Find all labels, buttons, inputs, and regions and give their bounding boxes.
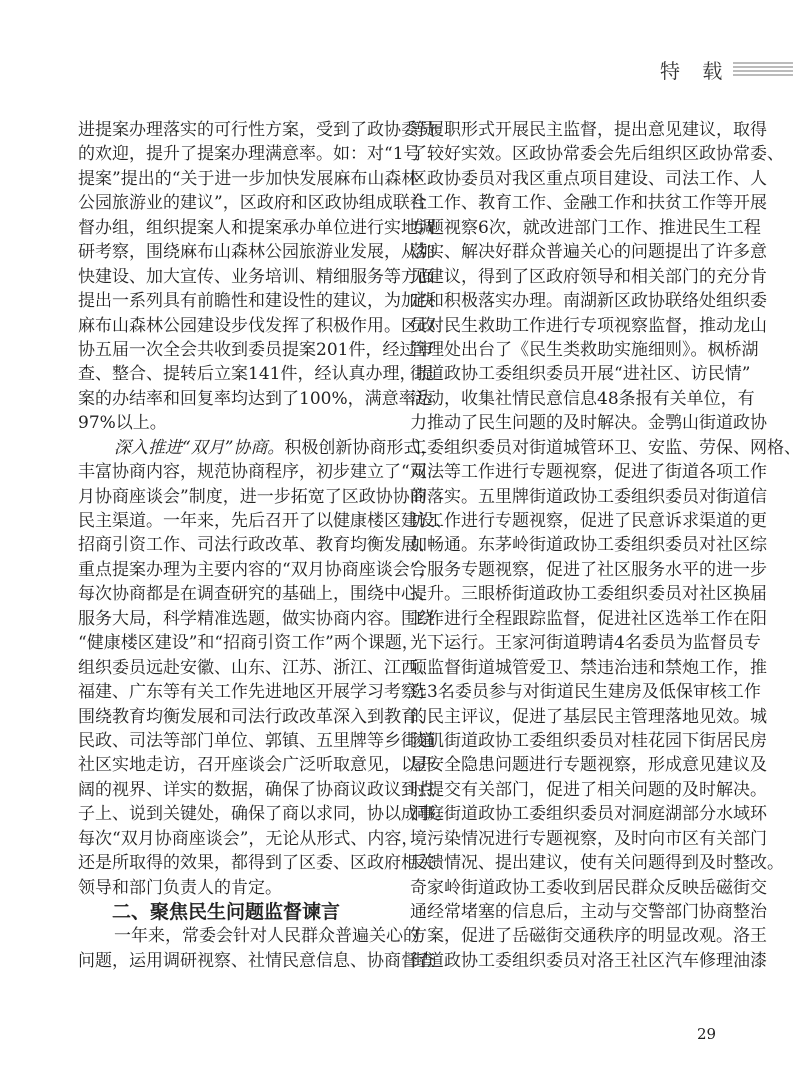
text-line: 员对民生救助工作进行专项视察监督，推动龙山	[410, 315, 767, 336]
text-line: 招商引资工作、司法行政改革、教育均衡发展、	[78, 535, 435, 556]
text-line: 组织委员远赴安徽、山东、江苏、浙江、江西、	[78, 657, 435, 678]
text-line: 子上、说到关键处，确保了商以求同，协以成事。	[78, 804, 452, 825]
text-line: 街道政协工委组织委员开展“进社区、访民情”	[410, 364, 751, 385]
text-line: 积极创新协商形式，	[284, 437, 438, 458]
text-line: 民政、司法等部门单位、郭镇、五里牌等乡街道	[78, 730, 435, 751]
text-line: 加畅通。东茅岭街道政协工委组织委员对社区综	[410, 535, 767, 556]
text-line: 督办组，组织提案人和提案承办单位进行实地调	[78, 217, 435, 238]
text-line: 方案，促进了岳磁街交通秩序的明显改观。洛王	[410, 926, 767, 947]
text-line: 的民主评议，促进了基层民主管理落地见效。城	[410, 706, 767, 727]
text-line: 反馈情况、提出建议，使有关问题得到及时整改。	[410, 853, 784, 874]
right-column	[410, 118, 801, 973]
text-line: 工委组织委员对街道城管环卫、安监、劳保、网格、	[410, 437, 801, 458]
text-line: 提出一系列具有前瞻性和建设性的建议，为加快	[78, 291, 435, 312]
text-line: 访工作进行专题视察，促进了民意诉求渠道的更	[410, 511, 767, 531]
text-line: 时提交有关部门，促进了相关问题的及时解决。	[410, 779, 767, 800]
text-line: 福建、广东等有关工作先进地区开展学习考察；	[78, 682, 435, 703]
text-line: 街道政协工委组织委员对洛王社区汽车修理油漆	[410, 950, 767, 971]
text-line: 案的办结率和回复率均达到了100%，满意率达	[78, 388, 433, 409]
text-line: 落实、解决好群众普遍关心的问题提出了许多意	[410, 242, 767, 263]
text-line: 境污染情况进行专题视察，及时向市区有关部门	[410, 828, 767, 849]
text-line: 领导和部门负责人的肯定。	[78, 877, 282, 898]
text-line: 的落实。五里牌街道政协工委组织委员对街道信	[410, 486, 767, 507]
text-line: 提升。三眼桥街道政协工委组织委员对社区换届	[410, 584, 767, 605]
text-line: 洞庭街道政协工委组织委员对洞庭湖部分水域环	[410, 804, 767, 825]
text-line: 快建设、加大宣传、业务培训、精细服务等方面	[78, 266, 435, 287]
text-line: 公园旅游业的建议”，区政府和区政协组成联合	[78, 193, 427, 214]
text-line: 工作进行全程跟踪监督，促进社区选举工作在阳	[410, 608, 767, 629]
text-line: 合服务专题视察，促进了社区服务水平的进一步	[410, 559, 767, 580]
section-header: 特 载	[660, 59, 731, 83]
text-line: 力推动了民生问题的及时解决。金鹗山街道政协	[410, 413, 767, 434]
text-line: 每次协商都是在调查研究的基础上，围绕中心、	[78, 584, 435, 605]
text-line: 社区实地走访，召开座谈会广泛听取意见，以开	[78, 755, 435, 776]
text-line: “健康楼区建设”和“招商引资工作”两个课题，	[78, 633, 419, 654]
paragraph-lead-line	[78, 436, 438, 460]
text-line: 选3名委员参与对街道民生建房及低保审核工作	[410, 682, 761, 703]
text-line: 研考察，围绕麻布山森林公园旅游业发展，从加	[78, 242, 435, 263]
text-line: 区政协委员对我区重点项目建设、司法工作、人	[410, 168, 767, 189]
text-line: 97%以上。	[78, 413, 167, 434]
text-line: 阔的视界、详实的数据，确保了协商议政议到点	[78, 779, 435, 800]
page-number: 29	[697, 1025, 717, 1043]
text-line: 月协商座谈会”制度，进一步拓宽了区政协协商	[78, 486, 427, 507]
text-line: 见建议，得到了区政府领导和相关部门的充分肯	[410, 266, 767, 287]
header-decoration-lines	[733, 62, 793, 78]
text-line: 进提案办理落实的可行性方案，受到了政协委员	[78, 120, 435, 140]
text-line: 陵矶街道政协工委组织委员对桂花园下街居民房	[410, 730, 767, 751]
text-line: 查、整合、提转后立案141件，经认真办理，提	[78, 364, 434, 385]
text-line: 等履职形式开展民主监督，提出意见建议，取得	[410, 120, 767, 140]
section-heading: 二、聚焦民生问题监督谏言	[112, 901, 341, 923]
text-line: 问题，运用调研视察、社情民意信息、协商督查	[78, 950, 435, 971]
text-line: 还是所取得的效果，都得到了区委、区政府相关	[78, 853, 435, 874]
text-line: 的欢迎，提升了提案办理满意率。如：对“1号	[78, 144, 421, 165]
text-line: 民主渠道。一年来，先后召开了以健康楼区建设、	[78, 511, 452, 531]
text-line: 围绕教育均衡发展和司法行政改革深入到教育、	[78, 706, 435, 727]
text-line: 屋安全隐患问题进行专题视察，形成意见建议及	[410, 755, 767, 776]
text-line: 奇家岭街道政协工委收到居民群众反映岳磁街交	[410, 877, 767, 898]
text-line: 丰富协商内容，规范协商程序，初步建立了“双	[78, 462, 427, 483]
text-line: 协五届一次全会共收到委员提案201件，经过审	[78, 339, 434, 360]
text-line: 管理处出台了《民生类救助实施细则》。枫桥湖	[410, 339, 759, 360]
text-line: 社工作、教育工作、金融工作和扶贫工作等开展	[410, 193, 767, 214]
text-line: 麻布山森林公园建设步伐发挥了积极作用。区政	[78, 315, 435, 336]
text-line: 项监督街道城管爱卫、禁违治违和禁炮工作，推	[410, 657, 767, 678]
text-line: 活动，收集社情民意信息48条报有关单位，有	[410, 388, 755, 409]
text-line: 光下运行。王家河街道聘请4名委员为监督员专	[410, 633, 761, 654]
text-line: 服务大局，科学精准选题，做实协商内容。围绕	[78, 608, 435, 629]
text-line: 提案”提出的“关于进一步加快发展麻布山森林	[78, 168, 419, 189]
text-line: 专题视察6次，就改进部门工作、推进民生工程	[410, 217, 761, 238]
text-line: 重点提案办理为主要内容的“双月协商座谈会”，	[78, 559, 436, 580]
text-line: 每次“双月协商座谈会”，无论从形式、内容，	[78, 828, 419, 849]
text-line: 定和积极落实办理。南湖新区政协联络处组织委	[410, 291, 767, 312]
text-line: 通经常堵塞的信息后，主动与交警部门协商整治	[410, 902, 767, 922]
left-column	[78, 118, 452, 973]
text-line: 了较好实效。区政协常委会先后组织区政协常委、	[410, 144, 784, 165]
text-line: 一年来，常委会针对人民群众普遍关心的	[114, 926, 420, 947]
text-line: 司法等工作进行专题视察，促进了街道各项工作	[410, 462, 767, 483]
paragraph-lead: 深入推进“双月”协商。	[114, 437, 285, 458]
